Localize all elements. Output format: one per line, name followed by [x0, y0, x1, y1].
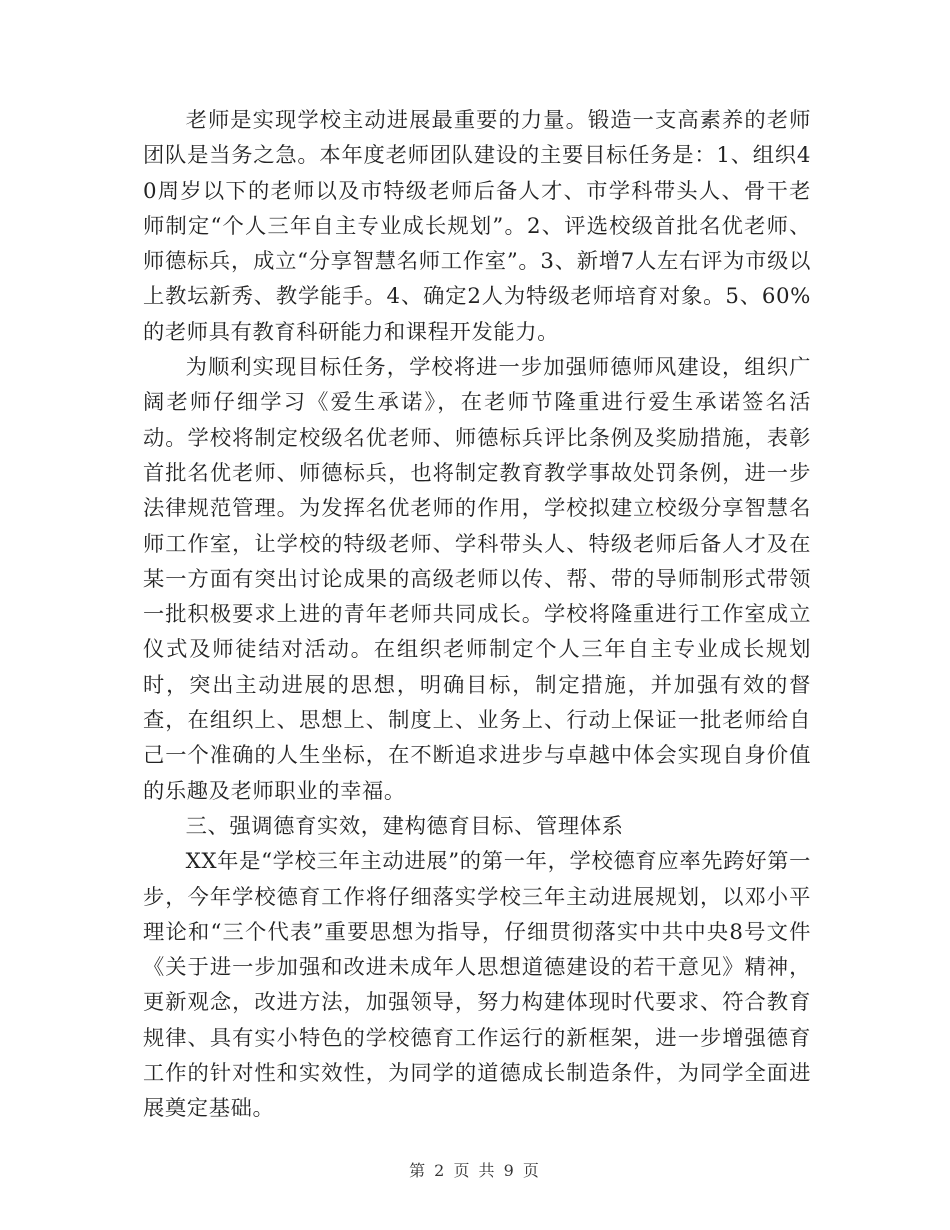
body-paragraph-3: XX年是“学校三年主动进展”的第一年，学校德育应率先跨好第一步，今年学校德育工作将仔细落实学校三年主动进展规划，以邓小平理论和“三个代表”重要思想为指导，仔细贯彻落实中共中央8号文件《关于进一步加强和改进未成年人思想道德建设的若干意见》精神，更新观念，改进方法，加强领导，努力构建体现时代要求、符合教育规律、具有实小特色的学校德育工作运行的新框架，进一步增强德育工作的针对性和实效性，为同学的道德成长制造条件，为同学全面进展奠定基础。: [143, 849, 811, 1122]
body-paragraph-2: 为顺利实现目标任务，学校将进一步加强师德师风建设，组织广阔老师仔细学习《爱生承诺》，在老师节隆重进行爱生承诺签名活动。学校将制定校级名优老师、师德标兵评比条例及奖励措施，表彰首批名优老师、师德标兵，也将制定教育教学事故处罚条例，进一步法律规范管理。为发挥名优老师的作用，学校拟建立校级分享智慧名师工作室，让学校的特级老师、学科带头人、特级老师后备人才及在某一方面有突出讨论成果的高级老师以传、帮、带的导师制形式带领一批积极要求上进的青年老师共同成长。学校将隆重进行工作室成立仪式及师徒结对活动。在组织老师制定个人三年自主专业成长规划时，突出主动进展的思想，明确目标，制定措施，并加强有效的督查，在组织上、思想上、制度上、业务上、行动上保证一批老师给自己一个准确的人生坐标，在不断追求进步与卓越中体会实现自身价值的乐趣及老师职业的幸福。: [143, 355, 811, 804]
page-number-footer: 第 2 页 共 9 页: [409, 1161, 541, 1180]
body-paragraph-1: 老师是实现学校主动进展最重要的力量。锻造一支高素养的老师团队是当务之急。本年度老师团队建设的主要目标任务是：1、组织40周岁以下的老师以及市特级老师后备人才、市学科带头人、骨干老师制定“个人三年自主专业成长规划”。2、评选校级首批名优老师、师德标兵，成立“分享智慧名师工作室”。3、新增7人左右评为市级以上教坛新秀、教学能手。4、确定2人为特级老师培育对象。5、60%的老师具有教育科研能力和课程开发能力。: [143, 108, 811, 345]
document-page: [143, 103, 811, 1127]
section-heading: 三、强调德育实效，建构德育目标、管理体系: [185, 813, 624, 839]
